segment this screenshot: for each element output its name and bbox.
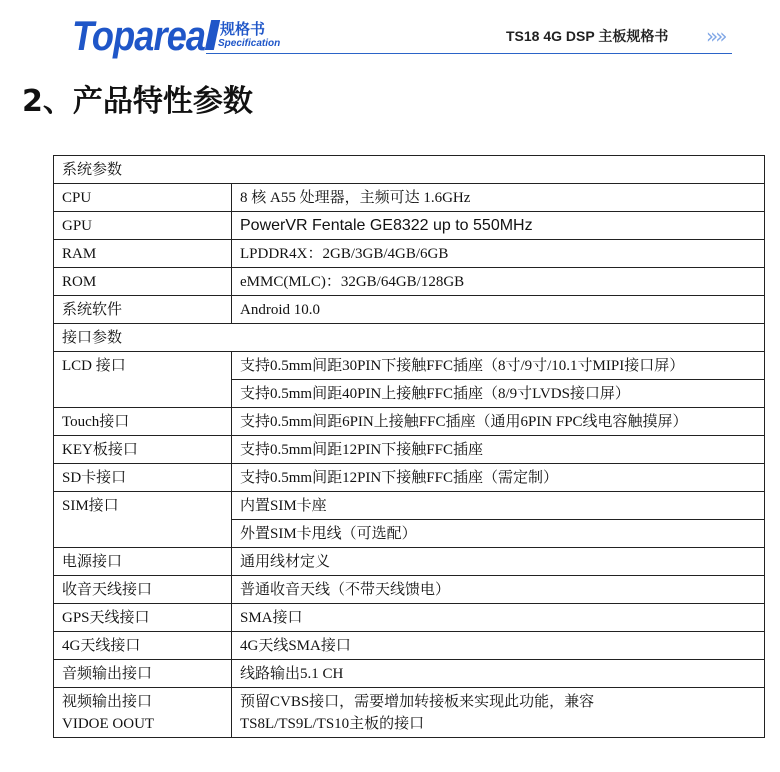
row-value: 通用线材定义 [232,548,765,576]
table-row [54,268,765,296]
header-divider [206,53,732,54]
spec-badge-en: Specification [218,38,281,49]
row-label: 4G天线接口 [54,632,232,660]
page-header [0,0,780,62]
row-value-line: TS8L/TS9L/TS10主板的接口 [240,716,425,732]
row-label: KEY板接口 [54,436,232,464]
row-label: 电源接口 [54,548,232,576]
row-value: 支持0.5mm间距12PIN下接触FFC插座（需定制） [232,464,765,492]
table-row [54,604,765,632]
row-value: Android 10.0 [232,296,765,324]
table-row [54,436,765,464]
spec-badge-cn: 规格书 [220,21,266,38]
table-row [54,212,765,240]
row-label: LCD 接口 [54,352,232,408]
row-label: GPS天线接口 [54,604,232,632]
section-heading-system: 系统参数 [54,156,765,184]
table-row [54,660,765,688]
row-value: 外置SIM卡甩线（可选配） [232,520,765,548]
row-label: ROM [54,268,232,296]
section-title: 2、产品特性参数 [22,84,253,119]
double-chevron-icon: »» [706,24,725,48]
row-value: 普通收音天线（不带天线馈电） [232,576,765,604]
brand-logo: Toparea [72,12,206,59]
table-section-row [54,156,765,184]
table-row [54,296,765,324]
spec-badge [206,14,286,54]
row-value: SMA接口 [232,604,765,632]
row-value: LPDDR4X：2GB/3GB/4GB/6GB [232,240,765,268]
row-label: GPU [54,212,232,240]
table-row [54,688,765,738]
table-row [54,548,765,576]
row-label: 系统软件 [54,296,232,324]
table-row [54,352,765,380]
row-label: SIM接口 [54,492,232,548]
row-value: 4G天线SMA接口 [232,632,765,660]
section-heading-interface: 接口参数 [54,324,765,352]
table-section-row [54,324,765,352]
row-value: 支持0.5mm间距6PIN上接触FFC插座（通用6PIN FPC线电容触摸屏） [232,408,765,436]
table-row [54,240,765,268]
row-value: 8 核 A55 处理器，主频可达 1.6GHz [232,184,765,212]
row-value-line: 预留CVBS接口，需要增加转接板来实现此功能，兼容 [240,694,595,710]
table-row [54,576,765,604]
row-label-line: VIDOE OOUT [62,716,155,732]
table-row [54,408,765,436]
table-row [54,632,765,660]
row-label: 音频输出接口 [54,660,232,688]
row-label: SD卡接口 [54,464,232,492]
row-label: 收音天线接口 [54,576,232,604]
table-row [54,184,765,212]
row-value: 线路输出5.1 CH [232,660,765,688]
row-value [232,688,765,738]
row-label: RAM [54,240,232,268]
row-label-line: 视频输出接口 [62,694,153,710]
row-label [54,688,232,738]
row-value: 支持0.5mm间距30PIN下接触FFC插座（8寸/9寸/10.1寸MIPI接口屏） [232,352,765,380]
document-title: TS18 4G DSP 主板规格书 [506,28,669,44]
spec-table [53,155,765,738]
row-value: PowerVR Fentale GE8322 up to 550MHz [232,212,765,240]
table-row [54,464,765,492]
row-value: 支持0.5mm间距40PIN上接触FFC插座（8/9寸LVDS接口屏） [232,380,765,408]
row-value: eMMC(MLC)：32GB/64GB/128GB [232,268,765,296]
table-row [54,492,765,520]
row-label: Touch接口 [54,408,232,436]
row-label: CPU [54,184,232,212]
row-value: 内置SIM卡座 [232,492,765,520]
row-value: 支持0.5mm间距12PIN下接触FFC插座 [232,436,765,464]
